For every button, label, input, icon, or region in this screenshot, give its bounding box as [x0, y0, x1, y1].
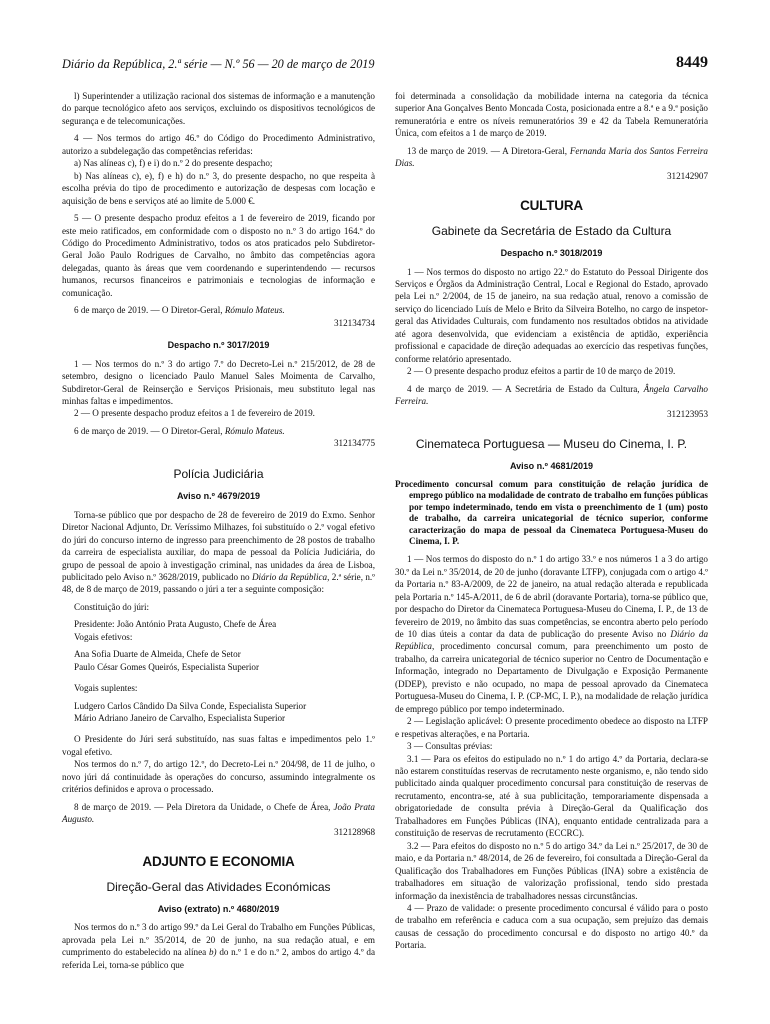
paragraph: Torna-se público que por despacho de 28 de fevereiro de 2019 do Exmo. Senhor Diretor Nacional Adjunto, Dr. Veríssimo Milhazes, foi substituído o 2.º vogal efetivo do júri do concurso interno de ingresso para preenchimento de 28 postos de trabalho da carreira de especialista auxiliar, do mapa de pessoal da Polícia Judiciária, do grupo de pessoal de apoio à investigação criminal, nas unidades da área de Lisboa, publicitado pelo Aviso n.º 3628/2019, publicado no Diário da República, 2.ª série, n.º 48, de 8 de março de 2019, passando o júri a ter a seguinte composição:	[62, 509, 376, 595]
left-column	[62, 90, 375, 971]
jury-member: Ludgero Carlos Cândido Da Silva Conde, Especialista Superior	[74, 700, 307, 711]
jury-label: Vogais efetivos:	[74, 631, 133, 642]
right-column	[395, 90, 708, 952]
paragraph: 1 — Nos termos do n.º 3 do artigo 7.º do Decreto-Lei n.º 215/2012, de 28 de setembro, designo o licenciado Paulo Manuel Sales Moimenta de Carvalho, Subdiretor-Geral de Reinserção e Serviços Prisionais, meu substituto legal nas minhas faltas e impedimentos.	[62, 358, 375, 406]
paragraph: 4 — Nos termos do artigo 46.º do Código do Procedimento Administrativo, autorizo a subdelegação das competências referidas:	[62, 133, 375, 156]
jury-member: Mário Adriano Janeiro de Carvalho, Especialista Superior	[74, 713, 286, 724]
office-heading: Cinemateca Portuguesa — Museu do Cinema, I. P.	[415, 436, 688, 451]
aviso-title: Aviso n.º 4681/2019	[509, 461, 593, 472]
page-number: 8449	[676, 54, 708, 71]
paragraph: 5 — O presente despacho produz efeitos a 1 de fevereiro de 2019, ficando por este meio ratificados, em conformidade com o disposto no n.º 3 do artigo 164.º do Código do Procedimento Administrativo, todos os atos praticados pelo Subdiretor-Geral João Paulo Rodrigues de Carvalho, no âmbito das competências agora delegadas, quanto às áreas que vem coordenando e superintendendo — recursos humanos, recursos financeiros e patrimoniais e tecnologias de informação e comunicação.	[62, 213, 375, 298]
office-heading: Polícia Judiciária	[173, 466, 264, 481]
despacho-title: Despacho n.º 3018/2019	[500, 248, 603, 259]
jury-label: Vogais suplentes:	[74, 683, 138, 694]
despacho-title: Despacho n.º 3017/2019	[167, 340, 270, 351]
paragraph: 1 — Nos termos do disposto do n.º 1 do artigo 33.º e nos números 1 a 3 do artigo 30.º da Lei n.º 35/2014, de 20 de junho (doravante LTFP), conjugada com o artigo 4.º da Portaria n.º 83-A/2009, de 22 de janeiro, na atual redação alterada e republicada pela Portaria n.º 145-A/2011, de 6 de abril (doravante Portaria), torna-se público que, por despacho do Diretor da Cinemateca Portuguesa-Museu do Cinema, I. P., de 13 de fevereiro de 2019, no âmbito das suas competências, se encontra aberto pelo período de 10 dias úteis a contar da data de publicação do presente Aviso no Diário da República, procedimento concursal comum, para preenchimento um posto de trabalho, da carreira unicategorial de técnico superior no Centro de Documentação e Informação, integrado no Departamento de Divulgação e Exposição Permanente (DDEP), previsto e não ocupado, no mapa de pessoal aprovado da Cinemateca Portuguesa-Museu do Cinema, I. P. (CP-MC, I. P.), na modalidade de relação jurídica de emprego público por tempo indeterminado.	[395, 554, 709, 714]
reference-number: 312134734	[333, 317, 375, 328]
signature: 6 de março de 2019. — O Diretor-Geral, Rómulo Mateus.	[74, 425, 285, 436]
signature: 6 de março de 2019. — O Diretor-Geral, Rómulo Mateus.	[74, 305, 285, 316]
jury-list	[62, 601, 375, 725]
paragraph: foi determinada a consolidação da mobilidade interna na categoria da técnica superior Ana Gonçalves Bento Moncada Costa, posicionada entre a 8.ª e a 9.ª posição remuneratória e entre os níveis remuneratórios 39 e 42 da Tabela Remuneratória Única, com efeitos a 1 de março de 2019.	[395, 91, 708, 139]
paragraph: 2 — O presente despacho produz efeitos a 1 de fevereiro de 2019.	[74, 408, 315, 419]
paragraph: Nos termos do n.º 7, do artigo 12.º, do Decreto-Lei n.º 204/98, de 11 de julho, o novo júri dá continuidade às operações do concurso, assumindo integralmente os critérios definidos e aprova o processado.	[62, 759, 375, 795]
jury-member: Ana Sofia Duarte de Almeida, Chefe de Setor	[74, 649, 241, 660]
jury-member: Presidente: João António Prata Augusto, Chefe de Área	[74, 619, 277, 630]
reference-number: 312123953	[666, 408, 708, 419]
ministry-heading: ADJUNTO E ECONOMIA	[142, 854, 295, 870]
paragraph: 3.2 — Para efeitos do disposto no n.º 5 do artigo 34.º da Lei n.º 25/2017, de 30 de maio, e da Portaria n.º 48/2014, de 26 de fevereiro, foi consultada a Direção-Geral da Qualificação dos Trabalhadores em Funções Públicas (INA) sobre a existência de trabalhadores em situação de valorização profissional, tendo sido prestada informação da inexistência de trabalhadores nessas circunstâncias.	[395, 840, 708, 901]
reference-number: 312128968	[333, 826, 375, 837]
paragraph: 3.1 — Para os efeitos do estipulado no n.º 1 do artigo 4.º da Portaria, declara-se não estarem constituídas reservas de recrutamento neste organismo, e, não tendo sido publicitado ainda qualquer procedimento concursal para constituição de reservas de recrutamento, encontra-se, até à sua publicitação, temporariamente dispensada a obrigatoriedade de consulta prévia à Direção-Geral da Qualificação dos Trabalhadores em Funções Públicas (INA), enquanto entidade centralizada para a constituição de reservas de recrutamento (ECCRC).	[395, 753, 708, 839]
signature: 13 de março de 2019. — A Diretora-Geral, Fernanda Maria dos Santos Ferreira Dias.	[395, 145, 708, 169]
paragraph: 2 — Legislação aplicável: O presente procedimento obedece ao disposto na LTFP e respetivas alterações, e na Portaria.	[395, 716, 708, 739]
paragraph: b) Nas alíneas c), e), f) e h) do n.º 3, do presente despacho, no que respeita à escolha prévia do tipo de procedimento e autorização de despesas com locação e aquisição de bens e serviços até ao limite de 5.000 €.	[62, 170, 375, 206]
aviso-title: Aviso (extrato) n.º 4680/2019	[157, 904, 280, 915]
jury-member: Paulo César Gomes Queirós, Especialista Superior	[74, 661, 259, 672]
signature: 4 de março de 2019. — A Secretária de Estado da Cultura, Ângela Carvalho Ferreira.	[395, 383, 708, 407]
paragraph: O Presidente do Júri será substituído, nas suas faltas e impedimentos pelo 1.º vogal efetivo.	[62, 734, 375, 757]
paragraph: 4 — Prazo de validade: o presente procedimento concursal é válido para o posto de trabalho em referência e caduca com a sua ocupação, sem prejuízo das demais causas de cessação do procedimento concursal e do disposto no artigo 40.º da Portaria.	[395, 903, 708, 951]
procedure-title: Procedimento concursal comum para constituição de relação jurídica de emprego público na modalidade de contrato de trabalho em funções públicas por tempo indeterminado, tendo em vista o preenchimento de 1 (um) posto de trabalho, da carreira unicategorial de técnico superior, conforme caracterização do mapa de pessoal da Cinemateca Portuguesa-Museu do Cinema, I. P.	[395, 478, 708, 546]
office-heading: Direção-Geral das Atividades Económicas	[106, 879, 331, 894]
paragraph: a) Nas alíneas c), f) e i) do n.º 2 do presente despacho;	[74, 158, 273, 169]
page-header	[62, 54, 708, 76]
running-title: Diário da República, 2.ª série — N.º 56 — 20 de março de 2019	[62, 57, 375, 71]
jury-title: Constituição do júri:	[74, 601, 150, 612]
paragraph: 1 — Nos termos do disposto no artigo 22.º do Estatuto do Pessoal Dirigente dos Serviços e Órgãos da Administração Central, Local e Regional do Estado, aprovado pela Lei n.º 2/2004, de 15 de janeiro, na sua redação atual, renovo a comissão de serviço do licenciado Luís de Melo e Brito da Silveira Botelho, no cargo de inspetor-geral das Atividades Culturais, com fundamento nos resultados obtidos na atividade até agora desenvolvida, que evidenciam a existência de aptidão, experiência profissional e capacidade de direção adequadas ao exercício das respetivas funções, conforme relatório apresentado.	[395, 266, 708, 364]
office-heading: Gabinete da Secretária de Estado da Cultura	[431, 223, 672, 238]
ministry-heading: CULTURA	[520, 198, 583, 214]
paragraph: Nos termos do n.º 3 do artigo 99.º da Lei Geral do Trabalho em Funções Públicas, aprovada pela Lei n.º 35/2014, de 20 de junho, na sua redação atual, e em cumprimento do estabelecido na alínea b) do n.º 1 e do n.º 2, ambos do artigo 4.º da referida Lei, torna-se público que	[62, 922, 375, 970]
reference-number: 312134775	[333, 438, 375, 449]
aviso-title: Aviso n.º 4679/2019	[176, 491, 260, 502]
signature: 8 de março de 2019. — Pela Diretora da Unidade, o Chefe de Área, João Prata Augusto.	[62, 801, 375, 825]
paragraph: 2 — O presente despacho produz efeitos a partir de 10 de março de 2019.	[407, 366, 676, 377]
reference-number: 312142907	[666, 170, 708, 181]
paragraph: 3 — Consultas prévias:	[407, 741, 493, 752]
paragraph: l) Superintender a utilização racional dos sistemas de informação e a manutenção do parque tecnológico afeto aos serviços, excluindo os dispositivos tecnológicos de segurança e de telecomunicações.	[62, 91, 375, 126]
